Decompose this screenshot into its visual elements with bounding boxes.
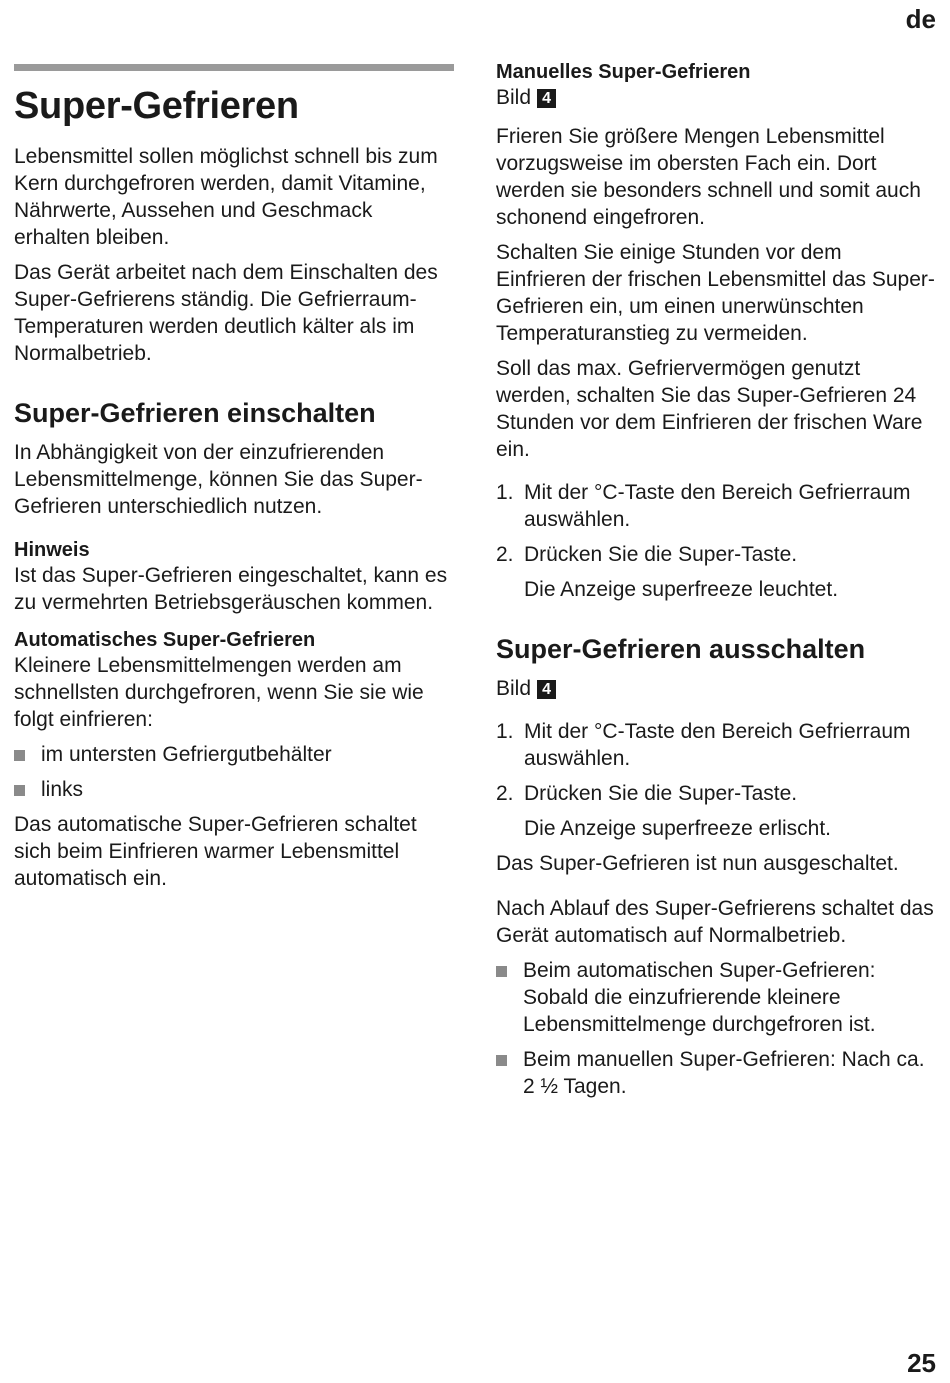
subheading-automatic: Automatisches Super-Gefrieren xyxy=(14,629,316,652)
bullet-square-icon xyxy=(496,966,507,977)
list-item: Beim manuellen Super-Gefrieren: Nach ca. 2 ½ Tagen. xyxy=(496,1046,936,1100)
paragraph: Soll das max. Gefriervermögen genutzt werden, schalten Sie das Super-Gefrieren 24 Stunden vor dem Einfrieren der frischen Ware ein. xyxy=(496,357,923,461)
paragraph: Nach Ablauf des Super-Gefrierens schaltet das Gerät automatisch auf Normalbetrieb. xyxy=(496,897,934,948)
section-heading-einschalten: Super-Gefrieren einschalten xyxy=(14,397,376,428)
section-rule xyxy=(14,64,454,71)
list-item: im untersten Gefriergutbehälter xyxy=(14,741,454,768)
paragraph: Schalten Sie einige Stunden vor dem Einfrieren der frischen Lebensmittel das Super-Gefrieren ein, um einen unerwünschten Temperaturanstieg zu vermeiden. xyxy=(496,241,935,345)
step-list xyxy=(496,479,936,568)
paragraph: Das Super-Gefrieren ist nun ausgeschaltet. xyxy=(496,852,899,876)
bullet-square-icon xyxy=(14,750,25,761)
step-item: 2. Drücken Sie die Super-Taste. xyxy=(496,543,798,566)
step-result: Die Anzeige superfreeze leuchtet. xyxy=(524,578,839,601)
list-item: links xyxy=(14,776,454,803)
intro-paragraph: Lebensmittel sollen möglichst schnell bis zum Kern durchgefroren werden, damit Vitamine, Nährwerte, Aussehen und Geschmack erhalten bleiben. xyxy=(14,144,438,249)
bullet-list xyxy=(496,957,936,1100)
note-heading: Hinweis xyxy=(14,539,90,562)
page-number: 25 xyxy=(907,1348,936,1378)
language-tag: de xyxy=(905,4,936,34)
paragraph: Kleinere Lebensmittelmengen werden am schnellsten durchgefroren, wenn Sie sie wie folgt einfrieren: xyxy=(14,654,424,732)
figure-number-badge: 4 xyxy=(537,680,556,699)
right-column xyxy=(496,60,936,1108)
step-item: 1. Mit der °C-Taste den Bereich Gefrierraum auswählen. xyxy=(496,481,911,531)
figure-reference: Bild 4 xyxy=(496,84,936,111)
figure-number-badge: 4 xyxy=(537,89,556,108)
paragraph: Das automatische Super-Gefrieren schaltet sich beim Einfrieren warmer Lebensmittel automatisch ein. xyxy=(14,813,417,891)
left-column xyxy=(14,60,454,900)
step-item: 1. Mit der °C-Taste den Bereich Gefrierraum auswählen. xyxy=(496,720,911,771)
subheading-manual: Manuelles Super-Gefrieren xyxy=(496,61,751,83)
list-item: Beim automatischen Super-Gefrieren: Sobald die einzufrierende kleinere Lebensmittelmenge durchgefroren ist. xyxy=(496,957,936,1038)
paragraph: Frieren Sie größere Mengen Lebensmittel vorzugsweise im obersten Fach ein. Dort werden sie besonders schnell und somit auch schonend eingefroren. xyxy=(496,125,921,229)
note-text: Ist das Super-Gefrieren eingeschaltet, kann es zu vermehrten Betriebsgeräuschen kommen. xyxy=(14,564,448,615)
section-heading-ausschalten: Super-Gefrieren ausschalten xyxy=(496,634,866,664)
step-list xyxy=(496,718,936,807)
page-title: Super-Gefrieren xyxy=(14,85,299,127)
intro-paragraph: Das Gerät arbeitet nach dem Einschalten des Super-Gefrierens ständig. Die Gefrierraum-Temperaturen werden deutlich kälter als im Normalbetrieb. xyxy=(14,260,438,365)
paragraph: In Abhängigkeit von der einzufrierenden Lebensmittelmenge, können Sie das Super-Gefrieren unterschiedlich nutzen. xyxy=(14,441,423,519)
bullet-square-icon xyxy=(14,785,25,796)
bullet-square-icon xyxy=(496,1055,507,1066)
step-result: Die Anzeige superfreeze erlischt. xyxy=(524,817,831,841)
step-item: 2. Drücken Sie die Super-Taste. xyxy=(496,782,798,806)
figure-reference: Bild 4 xyxy=(496,675,936,702)
bullet-list xyxy=(14,741,454,803)
